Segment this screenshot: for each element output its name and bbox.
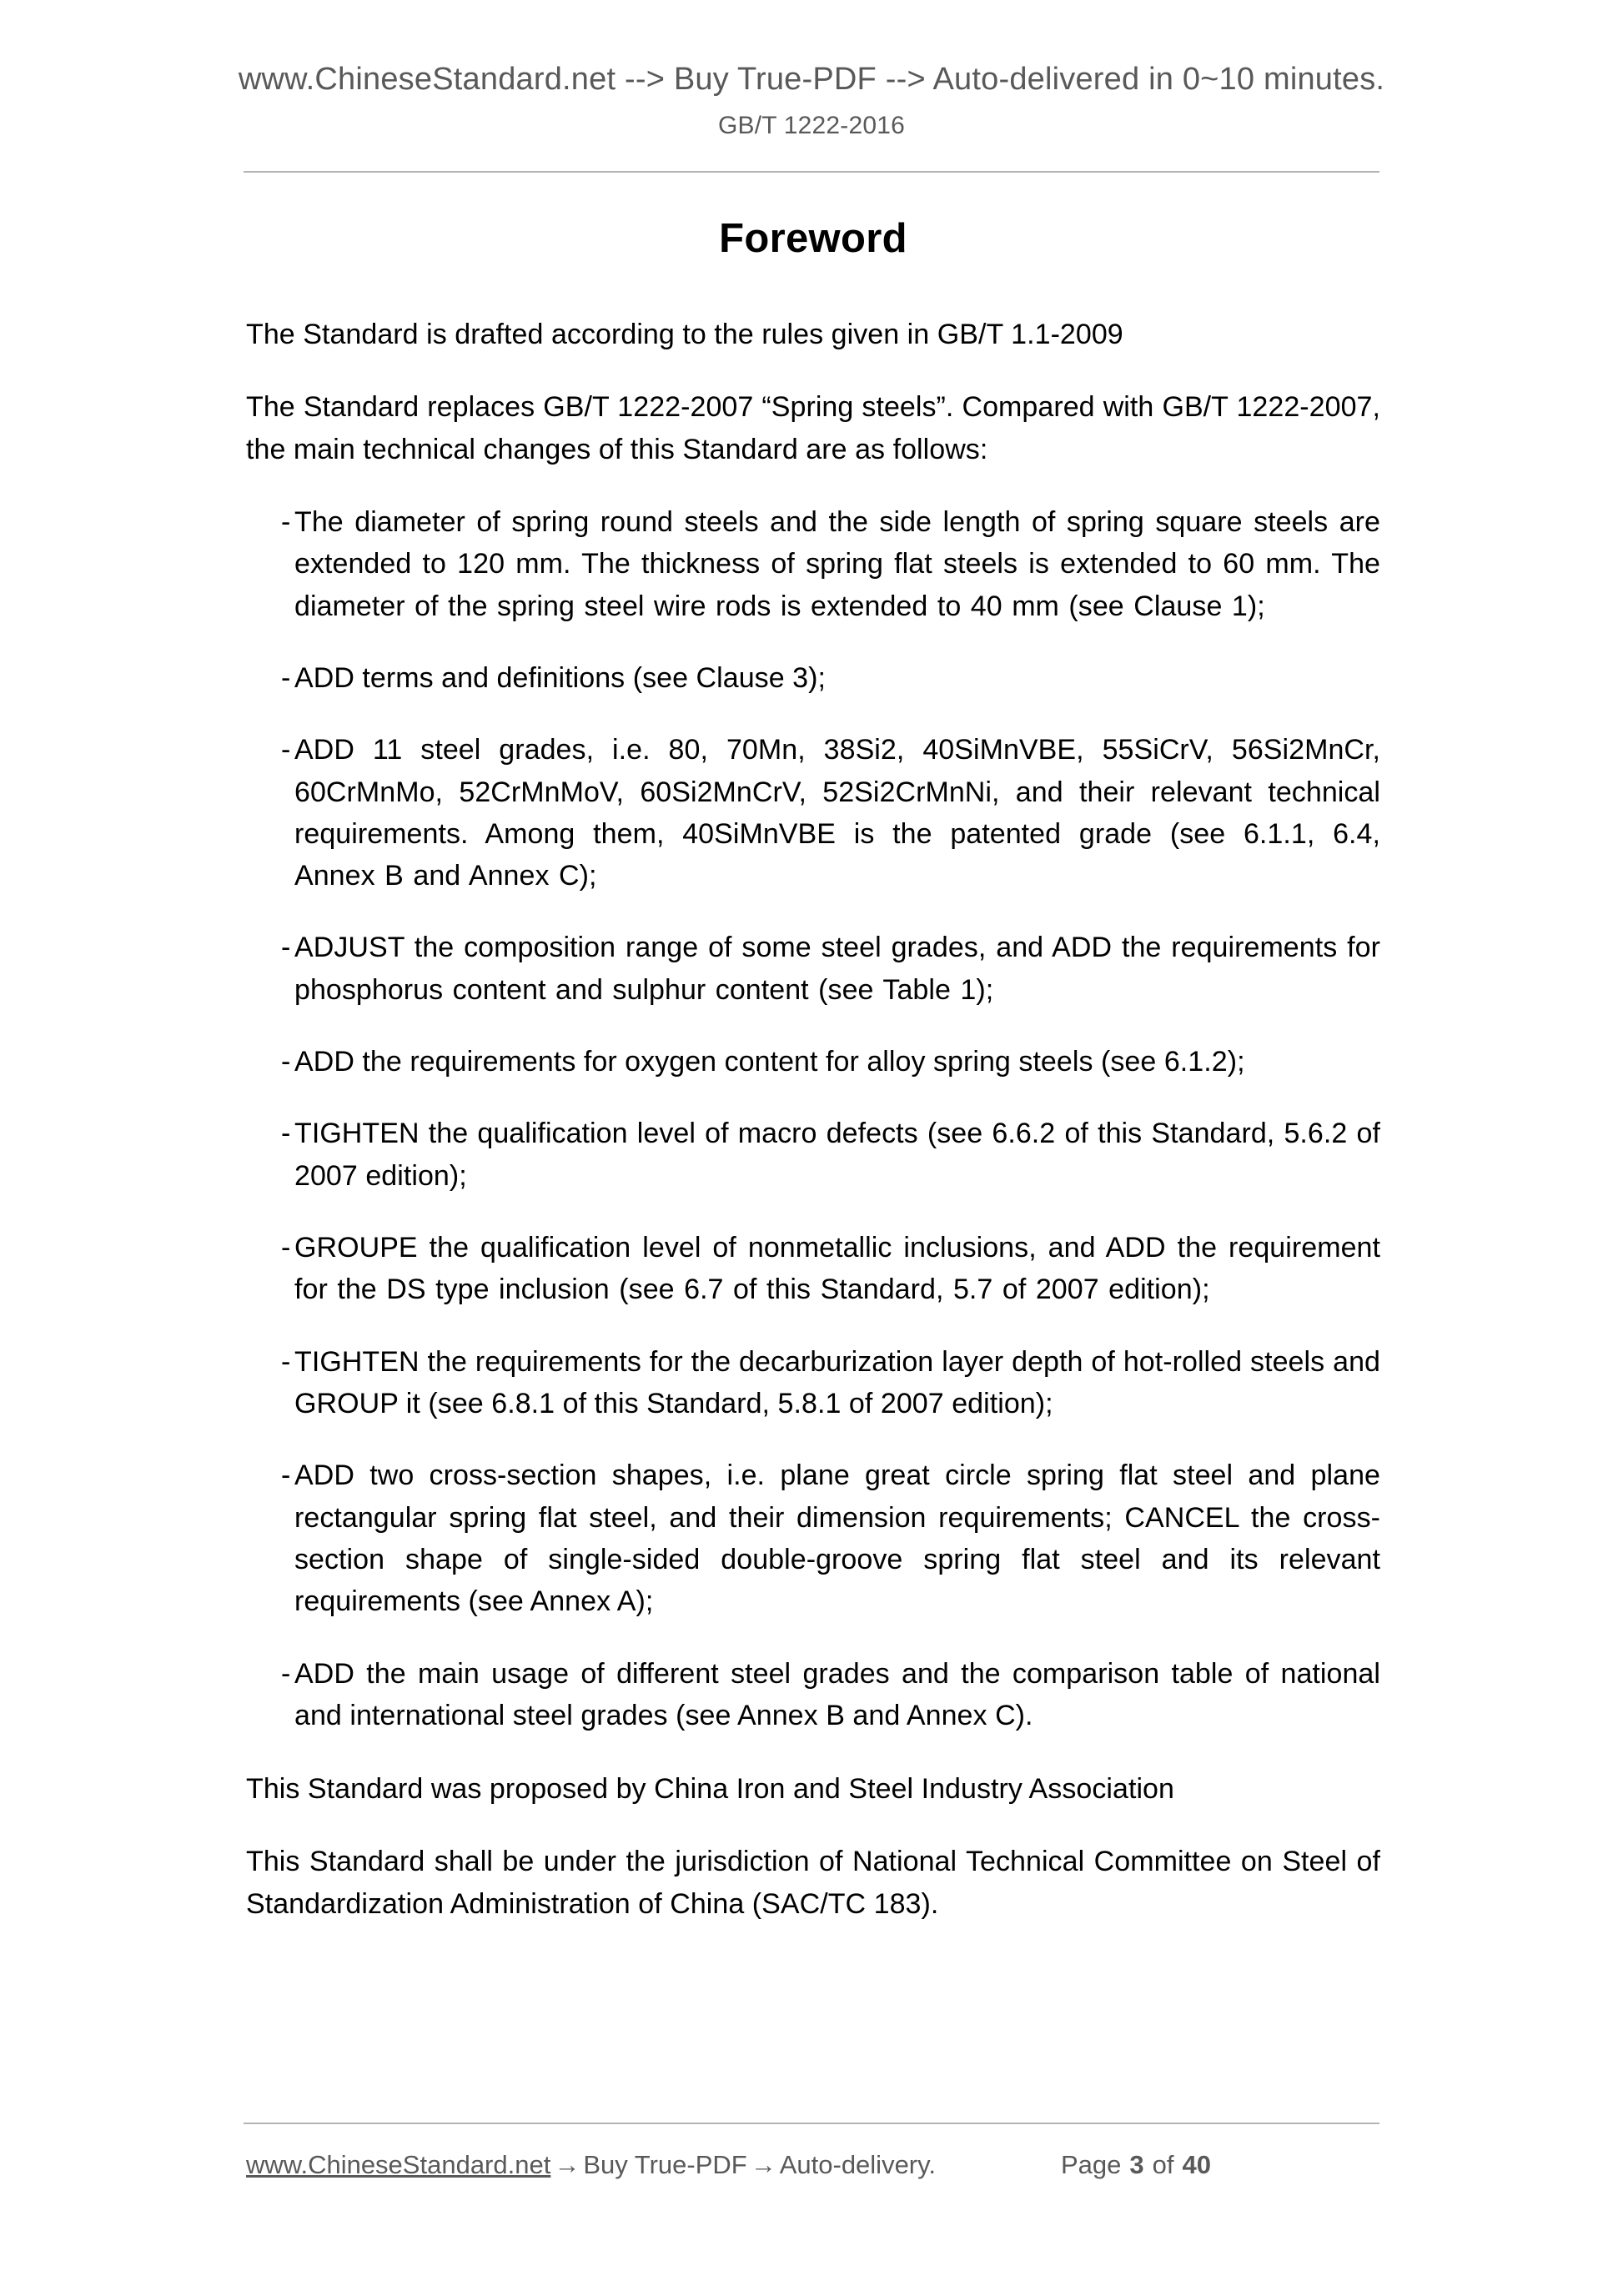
bullet-dash: -	[281, 1232, 291, 1264]
list-item	[246, 1454, 1380, 1622]
list-item-text: GROUPE the qualification level of nonmetallic inclusions, and ADD the requirement for the DS type inclusion (see 6.7 of this Standard, 5.7 of 2007 edition);	[294, 1232, 1380, 1306]
footer-buy-text: Buy True-PDF	[583, 2150, 747, 2179]
list-item	[246, 1653, 1380, 1737]
list-item-text: TIGHTEN the requirements for the decarburization layer depth of hot-rolled steels and GROUP it (see 6.8.1 of this Standard, 5.8.1 of 2007 edition);	[294, 1345, 1380, 1419]
list-item-text: ADD the requirements for oxygen content for alloy spring steels (see 6.1.2);	[294, 1046, 1245, 1078]
bullet-dash: -	[281, 1345, 291, 1378]
page-total: 40	[1182, 2150, 1211, 2179]
standard-code: GB/T 1222-2016	[717, 111, 906, 139]
closing-paragraphs	[246, 1768, 1380, 1925]
list-item-text: ADD two cross-section shapes, i.e. plane great circle spring flat steel and plane rectangular spring flat steel, and their dimension requirements; CANCEL the cross-section shape of single-sided double-groove spring flat steel and its relevant requirements (see Annex A);	[294, 1459, 1380, 1618]
list-item	[246, 1227, 1380, 1311]
closing-paragraph-2: This Standard shall be under the jurisdiction of National Technical Committee on Steel of Standardization Administration of China (SAC/TC 183).	[246, 1846, 1380, 1920]
page-indicator	[1061, 2150, 1211, 2180]
of-label: of	[1152, 2150, 1174, 2179]
closing-paragraph-1: This Standard was proposed by China Iron and Steel Industry Association	[246, 1773, 1174, 1806]
bullet-dash: -	[281, 1046, 291, 1078]
technical-changes-list	[246, 501, 1380, 1736]
list-item-text: ADD 11 steel grades, i.e. 80, 70Mn, 38Si2, 40SiMnVBE, 55SiCrV, 56Si2MnCr, 60CrMnMo, 52CrMnMoV, 60Si2MnCrV, 52Si2CrMnNi, and their relevant technical requirements. Among them, 40SiMnVBE is the patented grade (see 6.1.1, 6.4, Annex B and Annex C);	[294, 734, 1380, 892]
list-item-text: TIGHTEN the qualification level of macro defects (see 6.6.2 of this Standard, 5.6.2 of 2007 edition);	[294, 1118, 1380, 1192]
arrow-right-icon: →	[554, 2150, 580, 2179]
list-item-text: ADD the main usage of different steel grades and the comparison table of national and international steel grades (see Annex B and Annex C).	[294, 1657, 1380, 1731]
list-item-text: The diameter of spring round steels and the side length of spring square steels are extended to 120 mm. The thickness of spring flat steels is extended to 60 mm. The diameter of the spring steel wire rods is extended to 40 mm (see Clause 1);	[294, 505, 1380, 622]
promo-banner: www.ChineseStandard.net --> Buy True-PDF --> Auto-delivered in 0~10 minutes.	[238, 62, 1385, 97]
list-item-text: ADJUST the composition range of some steel grades, and ADD the requirements for phosphorus content and sulphur content (see Table 1);	[294, 932, 1380, 1006]
list-item	[246, 1113, 1380, 1197]
page-header	[0, 60, 1623, 140]
bullet-dash: -	[281, 1657, 291, 1690]
footer-website-link[interactable]: www.ChineseStandard.net	[246, 2150, 551, 2179]
bullet-dash: -	[281, 661, 291, 694]
footer-delivery-text: Auto-delivery.	[779, 2150, 936, 2179]
footer-promo	[246, 2150, 936, 2180]
list-item-text: ADD terms and definitions (see Clause 3);	[294, 661, 826, 694]
list-item	[246, 927, 1380, 1011]
intro-paragraph-2: The Standard replaces GB/T 1222-2007 “Spring steels”. Compared with GB/T 1222-2007, the main technical changes of this Standard are as follows:	[246, 391, 1380, 465]
arrow-right-icon: →	[750, 2150, 776, 2179]
document-body	[246, 215, 1380, 1956]
bullet-dash: -	[281, 1459, 291, 1492]
page-title: Foreword	[719, 216, 907, 261]
list-item	[246, 1341, 1380, 1425]
bullet-dash: -	[281, 932, 291, 964]
bullet-dash: -	[281, 734, 291, 766]
header-divider	[244, 171, 1379, 173]
list-item	[246, 501, 1380, 627]
page-footer	[246, 2150, 1380, 2180]
list-item	[246, 729, 1380, 897]
page-number: 3	[1129, 2150, 1144, 2179]
intro-paragraph-1: The Standard is drafted according to the rules given in GB/T 1.1-2009	[246, 319, 1123, 350]
page-label: Page	[1060, 2150, 1122, 2179]
footer-divider	[244, 2123, 1379, 2124]
bullet-dash: -	[281, 505, 291, 538]
list-item	[246, 657, 1380, 699]
list-item	[246, 1041, 1380, 1083]
bullet-dash: -	[281, 1118, 291, 1150]
